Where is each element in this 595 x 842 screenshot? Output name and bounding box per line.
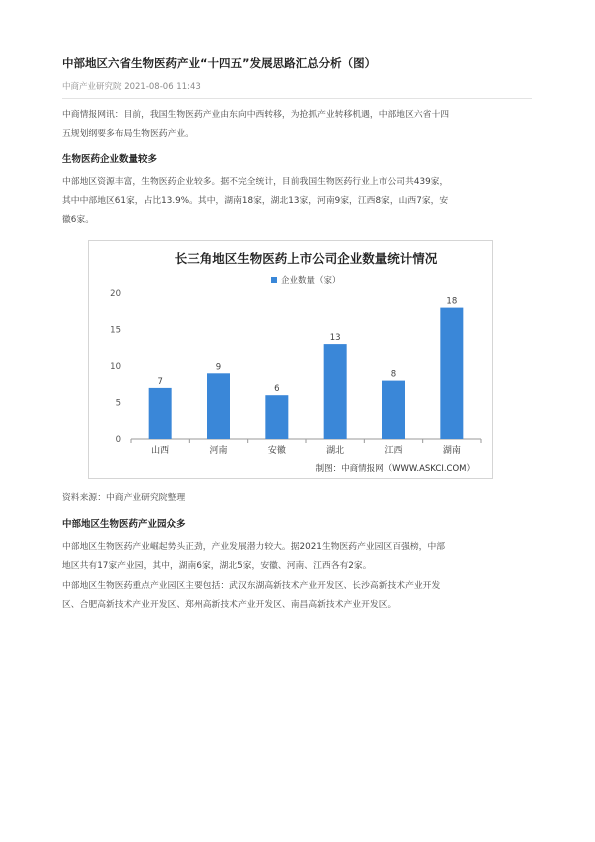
data-label: 6	[274, 384, 280, 395]
x-tick-label: 湖南	[442, 446, 461, 456]
data-source: 资料来源：中商产业研究院整理	[62, 493, 186, 503]
x-tick-label: 河南	[209, 446, 228, 456]
legend-label: 企业数量（家）	[281, 276, 341, 286]
chart-credit: 制图：中商情报网（WWW.ASKCI.COM）	[315, 464, 475, 474]
data-label: 8	[390, 369, 397, 380]
chart-canvas	[89, 241, 494, 480]
y-tick-label: 5	[115, 398, 121, 409]
paragraph-line: 其中中部地区61家，占比13.9%。其中，湖南18家，湖北13家，河南9家，江西8家，山西7家，安	[62, 196, 449, 206]
bar-6	[440, 308, 463, 439]
paragraph-line: 区、合肥高新技术产业开发区、郑州高新技术产业开发区、南昌高新技术产业开发区。	[62, 600, 397, 610]
paragraph-line: 中部地区生物医药重点产业园区主要包括：武汉东湖高新技术产业开发区、长沙高新技术产业开发	[62, 581, 441, 591]
y-tick-label: 20	[110, 289, 121, 299]
section1-paragraph	[62, 173, 536, 230]
legend-swatch	[271, 277, 277, 283]
article-title: 中部地区六省生物医药产业“十四五”发展思路汇总分析（图）	[62, 56, 377, 70]
bar-5	[382, 381, 405, 439]
y-tick-label: 0	[115, 435, 121, 445]
paragraph-line: 中部地区生物医药产业崛起势头正劲，产业发展潜力较大。据2021生物医药产业园区百强榜，中部	[62, 542, 446, 552]
x-tick-label: 江西	[384, 446, 403, 456]
chart-title: 长三角地区生物医药上市公司企业数量统计情况	[174, 251, 438, 266]
bar-chart	[88, 240, 493, 479]
paragraph-line: 中部地区资源丰富，生物医药企业较多。据不完全统计，目前我国生物医药行业上市公司共439家，	[62, 177, 449, 187]
x-tick-label: 湖北	[326, 446, 345, 456]
bar-4	[324, 344, 347, 439]
article-meta: 中商产业研究院 2021-08-06 11:43	[62, 82, 201, 92]
section-heading: 中部地区生物医药产业园众多	[62, 519, 186, 530]
section2-paragraph-2	[62, 577, 536, 615]
paragraph-line: 徽6家。	[62, 215, 94, 225]
bar-2	[207, 373, 230, 439]
bar-3	[265, 395, 288, 439]
intro-paragraph	[62, 106, 536, 144]
y-tick-label: 10	[110, 362, 121, 372]
intro-line: 五规划纲要多布局生物医药产业。	[62, 129, 194, 139]
title-divider	[62, 98, 532, 99]
data-label: 18	[446, 296, 458, 307]
intro-line: 中商情报网讯：目前，我国生物医药产业由东向中西转移，为抢抓产业转移机遇，中部地区六省十四	[62, 110, 450, 120]
bar-1	[149, 388, 172, 439]
paragraph-line: 地区共有17家产业园，其中，湖南6家，湖北5家，安徽、河南、江西各有2家。	[62, 561, 372, 571]
x-tick-label: 山西	[151, 446, 170, 456]
data-label: 13	[329, 333, 341, 344]
x-tick-label: 安徽	[267, 446, 286, 456]
y-tick-label: 15	[110, 325, 121, 336]
section2-paragraph	[62, 538, 536, 576]
data-label: 7	[157, 376, 163, 387]
section-heading: 生物医药企业数量较多	[62, 154, 158, 165]
data-label: 9	[215, 362, 222, 373]
